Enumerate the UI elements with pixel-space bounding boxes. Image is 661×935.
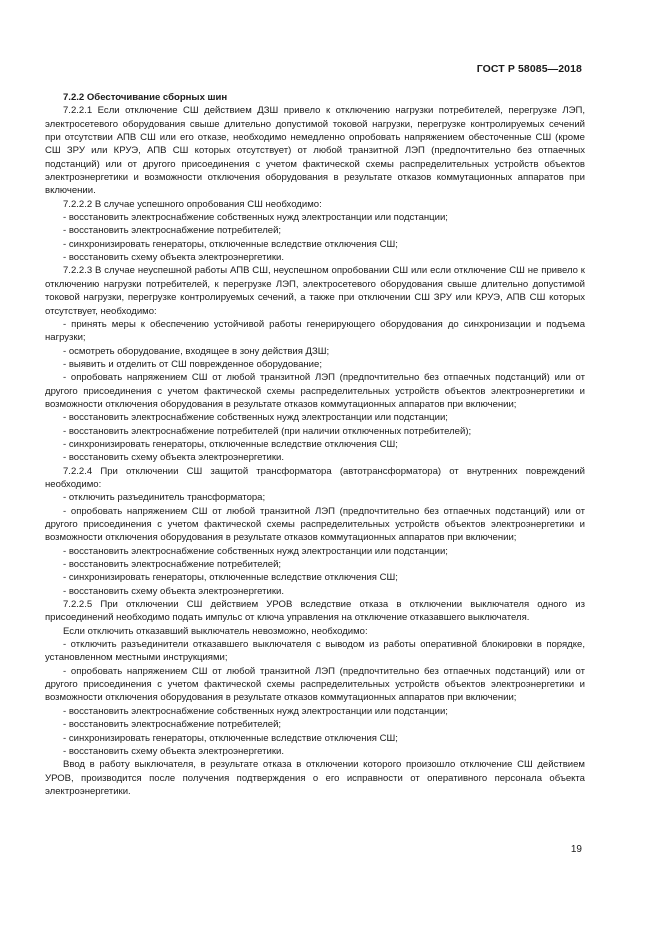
paragraph: 7.2.2.1 Если отключение СШ действием ДЗШ привело к отключению нагрузки потребителей, перегрузке ЛЭП, электросетевого оборудования свыше длительно допустимой токовой нагрузки, перегрузке контролируемых сечений при отсутствии АПВ СШ или его отказе, необходимо немедленно опробовать напряжением обесточенные СШ (кроме СШ ЗРУ или КРУЭ, АПВ СШ которых отсутствует) от любой транзитной ЛЭП (предпочтительно без отпаечных подстанций) или от другого присоединения с учетом фактической схемы распределительных устройств объектов электроэнергетики и возможности отключения оборудования в результате отказов коммутационных аппаратов при включении. bbox=[45, 105, 585, 197]
list-item: - восстановить электроснабжение собственных нужд электростанции или подстанции; bbox=[63, 412, 448, 424]
list-item: - отключить разъединитель трансформатора; bbox=[63, 492, 266, 504]
list-item: - восстановить схему объекта электроэнергетики. bbox=[63, 745, 285, 757]
list-item: - восстановить электроснабжение собственных нужд электростанции или подстанции; bbox=[63, 705, 448, 717]
list-item: - восстановить схему объекта электроэнергетики. bbox=[63, 452, 285, 464]
list-item: - восстановить электроснабжение собственных нужд электростанции или подстанции; bbox=[63, 212, 448, 224]
list-item: - восстановить схему объекта электроэнергетики. bbox=[63, 252, 285, 264]
list-item: - осмотреть оборудование, входящее в зону действия ДЗШ; bbox=[63, 345, 330, 357]
document-body bbox=[45, 91, 585, 798]
paragraph: 7.2.2.3 В случае неуспешной работы АПВ СШ, неуспешном опробовании СШ или если отключение СШ не привело к отключению нагрузки потребителей, к перегрузке ЛЭП, электросетевого оборудования свыше длительно допустимой токовой нагрузки, перегрузке контролируемых сечений, а также при отключении СШ ЗРУ или КРУЭ, АПВ СШ которых отсутствует, необходимо: bbox=[45, 265, 585, 317]
list-item: - синхронизировать генераторы, отключенные вследствие отключения СШ; bbox=[63, 238, 398, 250]
paragraph-list bbox=[45, 104, 585, 798]
list-item: - синхронизировать генераторы, отключенные вследствие отключения СШ; bbox=[63, 572, 398, 584]
standard-number: ГОСТ Р 58085—2018 bbox=[476, 63, 582, 75]
list-item: - восстановить электроснабжение потребителей; bbox=[63, 225, 282, 237]
list-item: - выявить и отделить от СШ поврежденное оборудование; bbox=[63, 358, 322, 370]
paragraph: Если отключить отказавший выключатель невозможно, необходимо: bbox=[63, 625, 368, 637]
list-item: - восстановить схему объекта электроэнергетики. bbox=[63, 585, 285, 597]
page-number: 19 bbox=[570, 844, 582, 855]
list-item: - восстановить электроснабжение потребителей (при наличии отключенных потребителей); bbox=[63, 425, 472, 437]
list-item: - опробовать напряжением СШ от любой транзитной ЛЭП (предпочтительно без отпаечных подстанций) или от другого присоединения с учетом фактической схемы распределительных устройств объектов электроэнергетики и возможности отключения оборудования в результате отказов коммутационных аппаратов при включении; bbox=[45, 665, 585, 704]
list-item: - опробовать напряжением СШ от любой транзитной ЛЭП (предпочтительно без отпаечных подстанций) или от другого присоединения с учетом фактической схемы распределительных устройств объектов электроэнергетики и возможности отключения оборудования в результате отказов коммутационных аппаратов при включении; bbox=[45, 372, 585, 410]
paragraph: Ввод в работу выключателя, в результате отказа в отключении которого произошло отключение СШ действием УРОВ, производится после получения подтверждения о его исправности от оперативного персонала объекта электроэнергетики. bbox=[45, 759, 585, 797]
list-item: - восстановить электроснабжение собственных нужд электростанции или подстанции; bbox=[63, 545, 448, 557]
list-item: - отключить разъединители отказавшего выключателя с выводом из работы оперативной блокировки в порядке, установленном местными инструкциями; bbox=[45, 639, 585, 664]
list-item: - восстановить электроснабжение потребителей; bbox=[63, 559, 282, 571]
list-item: - синхронизировать генераторы, отключенные вследствие отключения СШ; bbox=[63, 732, 398, 744]
paragraph: 7.2.2.5 При отключении СШ действием УРОВ вследствие отказа в отключении выключателя одного из присоединений необходимо подать импульс от ключа управления на отключение отказавшего выключателя. bbox=[45, 599, 585, 624]
paragraph: 7.2.2.4 При отключении СШ защитой трансформатора (автотрансформатора) от внутренних повреждений необходимо: bbox=[45, 465, 585, 490]
list-item: - синхронизировать генераторы, отключенные вследствие отключения СШ; bbox=[63, 438, 398, 450]
list-item: - опробовать напряжением СШ от любой транзитной ЛЭП (предпочтительно без отпаечных подстанций) или от другого присоединения с учетом фактической схемы распределительных устройств объектов электроэнергетики и возможности отключения оборудования в результате отказов коммутационных аппаратов при включении; bbox=[45, 505, 585, 544]
list-item: - принять меры к обеспечению устойчивой работы генерирующего оборудования до синхронизации и подъема нагрузки; bbox=[45, 318, 585, 344]
paragraph: 7.2.2.2 В случае успешного опробования СШ необходимо: bbox=[63, 198, 322, 210]
section-heading: 7.2.2 Обесточивание сборных шин bbox=[63, 92, 228, 103]
list-item: - восстановить электроснабжение потребителей; bbox=[63, 719, 282, 731]
